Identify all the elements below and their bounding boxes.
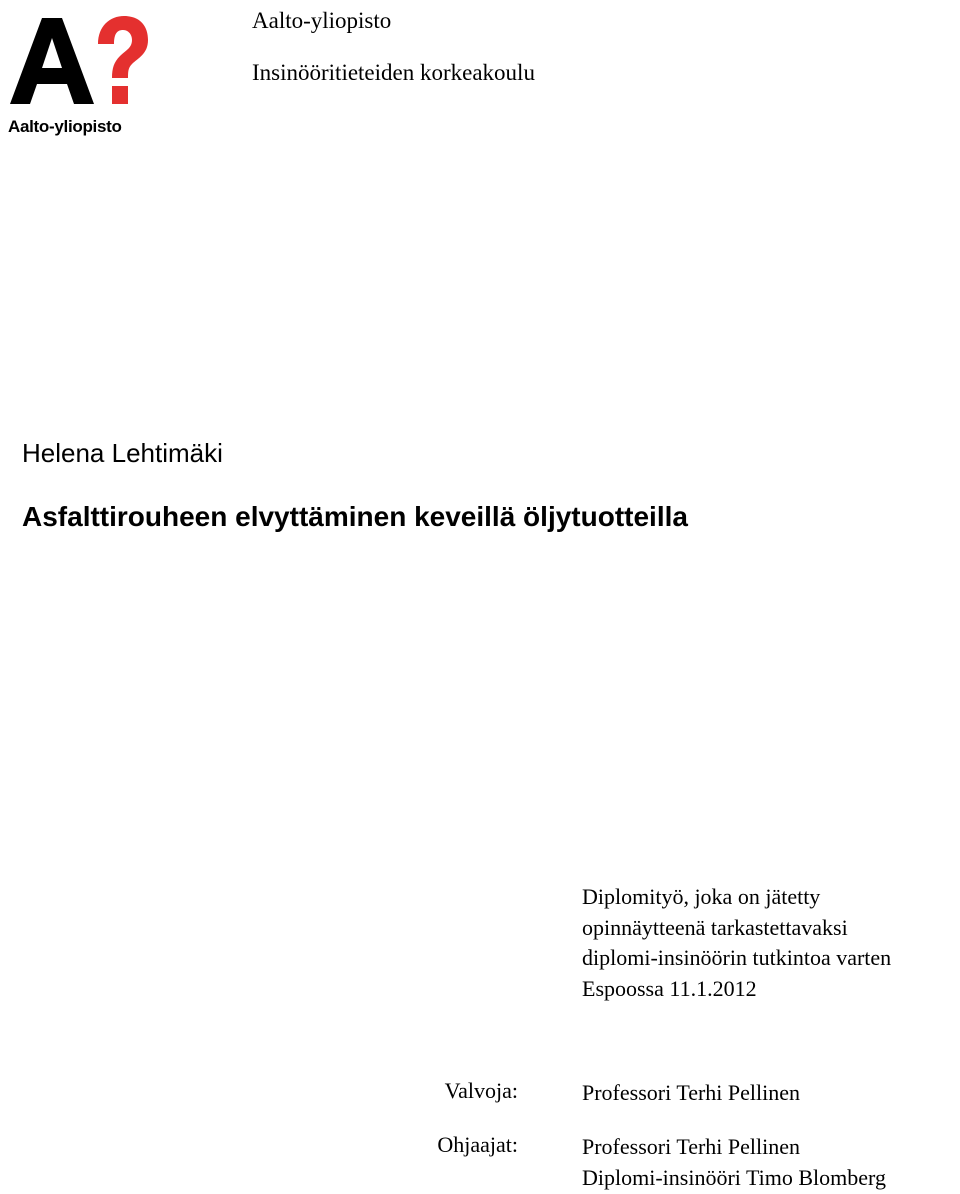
school-name: Insinööritieteiden korkeakoulu [252, 60, 535, 85]
aalto-logo-mark-icon [6, 14, 148, 106]
thesis-title: Asfalttirouheen elvyttäminen keveillä öljytuotteilla [22, 501, 688, 532]
description-line: Diplomityö, joka on jätetty [582, 884, 821, 909]
logo-caption: Aalto-yliopisto [8, 117, 122, 136]
institution-name: Aalto-yliopisto [252, 8, 392, 33]
author-name: Helena Lehtimäki [22, 438, 223, 468]
advisor-name: Diplomi-insinööri Timo Blomberg [582, 1164, 886, 1190]
thesis-description [582, 882, 891, 1004]
supervisor-names [582, 1078, 800, 1109]
advisor-name: Professori Terhi Pellinen [582, 1134, 801, 1159]
description-line: opinnäytteenä tarkastettavaksi [582, 914, 848, 940]
supervisor-name: Professori Terhi Pellinen [582, 1080, 801, 1105]
aalto-logo [6, 14, 148, 140]
advisor-names [582, 1132, 886, 1193]
supervisor-label: Valvoja: [444, 1078, 518, 1103]
description-line: diplomi-insinöörin tutkintoa varten [582, 945, 892, 970]
description-date: Espoossa 11.1.2012 [582, 975, 757, 1001]
advisors-label: Ohjaajat: [437, 1132, 518, 1157]
